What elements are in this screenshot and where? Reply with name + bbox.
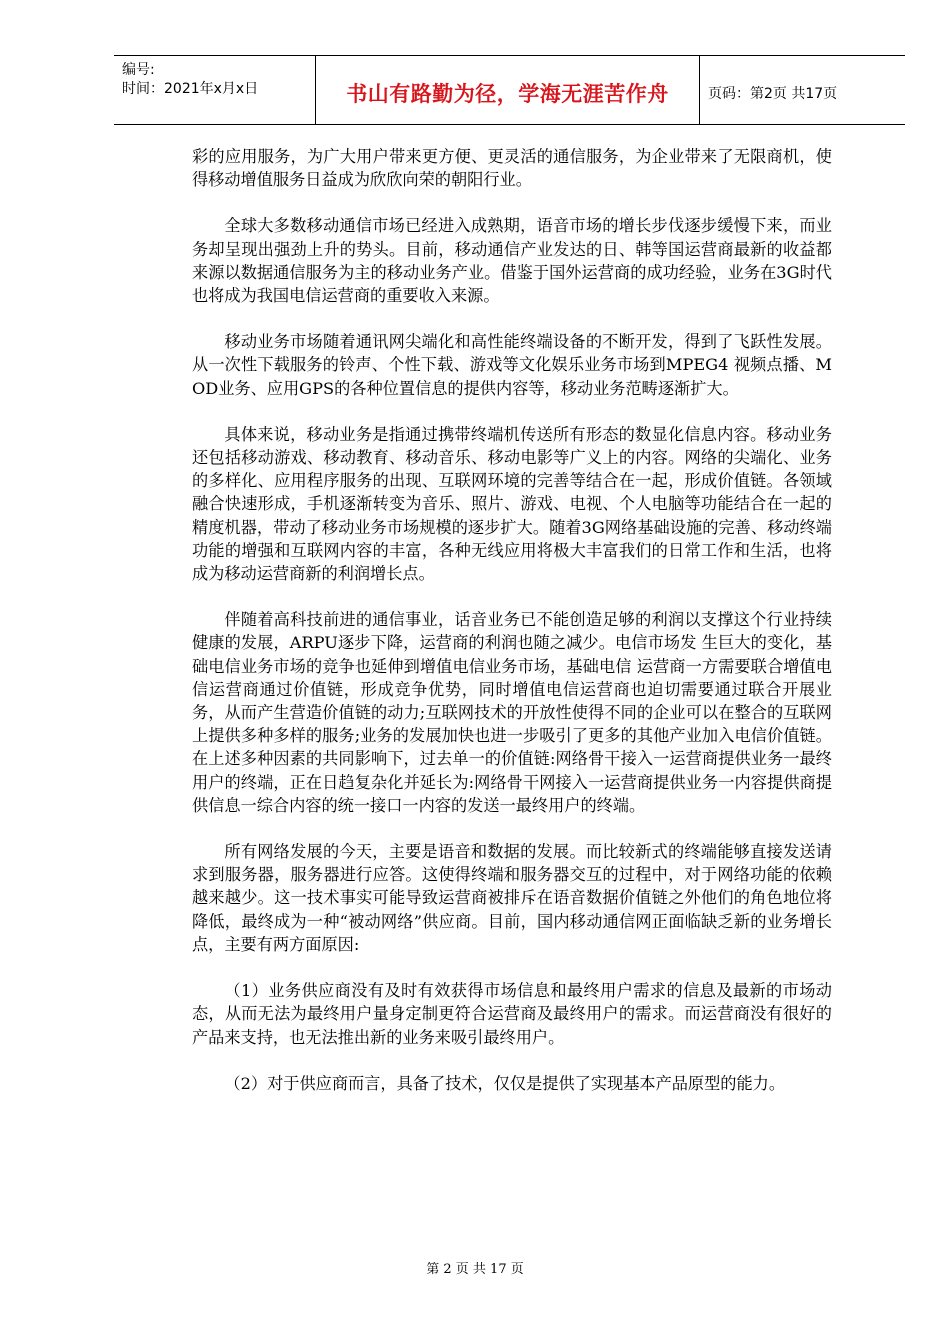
page-header <box>114 55 905 125</box>
header-page-info: 页码：第2页 共17页 <box>708 86 838 102</box>
paragraph: （2）对于供应商而言，具备了技术，仅仅是提供了实现基本产品原型的能力。 <box>224 1073 786 1093</box>
header-motto: 书山有路勤为径，学海无涯苦作舟 <box>315 56 700 124</box>
paragraph: 具体来说，移动业务是指通过携带终端机传送所有形态的数显化信息内容。移动业务还包括移动游戏、移动教育、移动音乐、移动电影等广义上的内容。网络的尖端化、业务的多样化、应用程序服务的出现、互联网环境的完善等结合在一起，形成价值链。各领域融合快速形成，手机逐渐转变为音乐、照片、游戏、电视、个人电脑等功能结合在一起的精度机器，带动了移动业务市场规模的逐步扩大。随着3G网络基础设施的完善、移动终端功能的增强和互联网内容的丰富，各种无线应用将极大丰富我们的日常工作和生活，也将成为移动运营商新的利润增长点。 <box>192 424 832 584</box>
paragraph: 所有网络发展的今天，主要是语音和数据的发展。而比较新式的终端能够直接发送请求到服务器，服务器进行应答。这使得终端和服务器交互的过程中，对于网络功能的依赖越来越少。这一技术事实可能导致运营商被排斥在语音数据价值链之外他们的角色地位将降低，最终成为一种“被动网络”供应商。目前，国内移动通信网正面临缺乏新的业务增长点，主要有两方面原因: <box>192 842 832 954</box>
paragraph: 移动业务市场随着通讯网尖端化和高性能终端设备的不断开发，得到了飞跃性发展。从一次性下载服务的铃声、个性下载、游戏等文化娱乐业务市场到MPEG4 视频点播、MOD业务、应用GPS的各种位置信息的提供内容等，移动业务范畴逐渐扩大。 <box>192 332 832 398</box>
page-footer: 第 2 页 共 17 页 <box>426 1262 524 1277</box>
header-meta <box>114 56 315 124</box>
document-number-label: 编号: <box>122 62 155 78</box>
paragraph: 全球大多数移动通信市场已经进入成熟期，语音市场的增长步伐逐步缓慢下来，而业务却呈现出强劲上升的势头。目前，移动通信产业发达的日、韩等国运营商最新的收益都来源以数据通信服务为主的移动业务产业。借鉴于国外运营商的成功经验，业务在3G时代也将成为我国电信运营商的重要收入来源。 <box>192 216 832 306</box>
paragraph: 伴随着高科技前进的通信事业，话音业务已不能创造足够的利润以支撑这个行业持续健康的发展，ARPU逐步下降，运营商的利润也随之减少。电信市场发 生巨大的变化，基础电信业务市场的竞争也延伸到增值电信业务市场，基础电信 运营商一方需要联合增值电信运营商通过价值链，形成竞争优势，同时增值电信运营商也迫切需要通过联合开展业务，从而产生营造价值链的动力;互联网技术的开放性使得不同的企业可以在整合的互联网上提供多种多样的服务;业务的发展加快也进一步吸引了更多的其他产业加入电信价值链。在上述多种因素的共同影响下，过去单一的价值链:网络骨干接入一运营商提供业务一最终用户的终端，正在日趋复杂化并延长为:网络骨干网接入一运营商提供业务一内容提供商提供信息一综合内容的统一接口一内容的发送一最终用户的终端。 <box>192 610 832 815</box>
document-body <box>192 145 832 1118</box>
document-date: 时间：2021年x月x日 <box>122 81 259 97</box>
paragraph: 彩的应用服务，为广大用户带来更方便、更灵活的通信服务，为企业带来了无限商机，使得移动增值服务日益成为欣欣向荣的朝阳行业。 <box>192 147 832 190</box>
paragraph: （1）业务供应商没有及时有效获得市场信息和最终用户需求的信息及最新的市场动态，从而无法为最终用户量身定制更符合运营商及最终用户的需求。而运营商没有很好的产品来支持，也无法推出新的业务来吸引最终用户。 <box>192 981 832 1047</box>
